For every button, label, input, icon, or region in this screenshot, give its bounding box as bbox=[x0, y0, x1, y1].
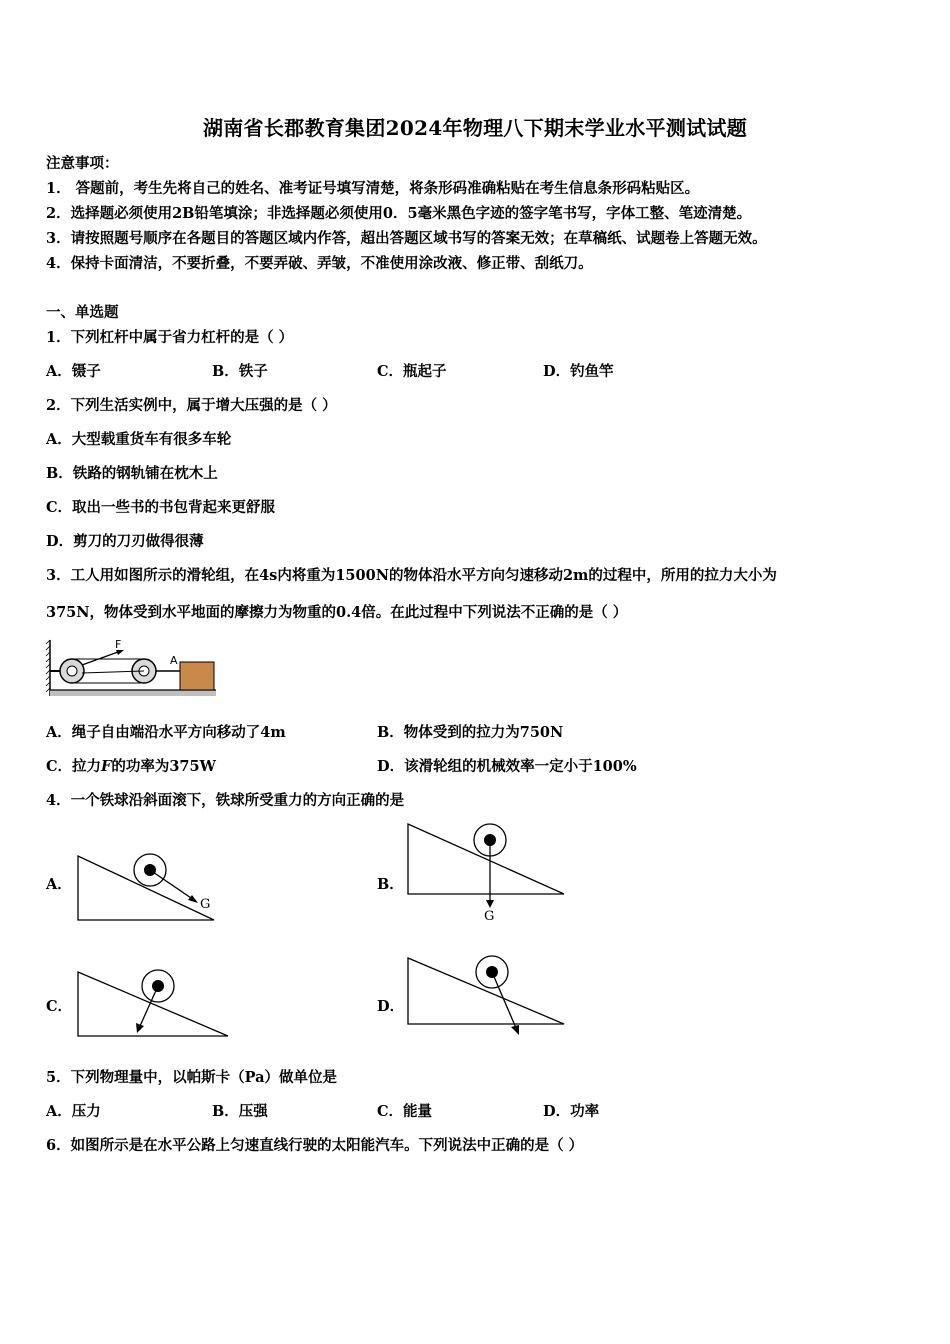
q5-option-a: A．压力 bbox=[46, 1103, 101, 1120]
q3-option-c-rest: 的功率为375W bbox=[111, 758, 216, 775]
q3-option-c-label: C．拉力 bbox=[46, 758, 102, 775]
q4-option-a-label: A． bbox=[46, 876, 72, 893]
q3-option-d: D．该滑轮组的机械效率一定小于100% bbox=[377, 758, 637, 775]
q4-option-d-label: D． bbox=[377, 998, 405, 1015]
q3-option-a: A．绳子自由端沿水平方向移动了4m bbox=[46, 724, 286, 741]
q3-option-c-var: F bbox=[101, 758, 112, 775]
gravity-arrowhead-b bbox=[486, 900, 494, 908]
q5-stem: 5．下列物理量中，以帕斯卡（Pa）做单位是 bbox=[46, 1069, 337, 1086]
q4-stem: 4．一个铁球沿斜面滚下，铁球所受重力的方向正确的是 bbox=[46, 792, 405, 809]
gravity-arrowhead-c bbox=[136, 1023, 144, 1033]
q5-option-b: B．压强 bbox=[212, 1103, 268, 1120]
pulley-system-figure bbox=[46, 638, 218, 700]
q5-option-c: C．能量 bbox=[377, 1103, 433, 1120]
notice-heading: 注意事项： bbox=[46, 155, 119, 172]
q4-figure-d bbox=[404, 952, 568, 1042]
gravity-label-b: G bbox=[484, 909, 495, 924]
q4-option-b-label: B． bbox=[377, 876, 404, 893]
notice-item-3: 3．请按照题号顺序在各题目的答题区域内作答，超出答题区域书写的答案无效；在草稿纸、试题卷上答题无效。 bbox=[46, 230, 767, 247]
q4-option-c-label: C． bbox=[46, 998, 73, 1015]
q1-stem: 1．下列杠杆中属于省力杠杆的是（ ） bbox=[46, 329, 294, 346]
gravity-label-a: G bbox=[200, 897, 211, 912]
q6-stem: 6．如图所示是在水平公路上匀速直线行驶的太阳能汽车。下列说法中正确的是（ ） bbox=[46, 1137, 584, 1154]
page-title: 湖南省长郡教育集团2024年物理八下期末学业水平测试试题 bbox=[202, 116, 748, 140]
q2-option-c: C．取出一些书的书包背起来更舒服 bbox=[46, 499, 276, 516]
q4-figure-b bbox=[404, 820, 568, 926]
q3-stem-line1: 3．工人用如图所示的滑轮组，在4s内将重为1500N的物体沿水平方向匀速移动2m的过程中，所用的拉力大小为 bbox=[46, 567, 777, 584]
notice-item-2: 2．选择题必须使用2B铅笔填涂；非选择题必须使用0．5毫米黑色字迹的签字笔书写，字体工整、笔迹清楚。 bbox=[46, 205, 752, 222]
notice-item-4: 4．保持卡面清洁，不要折叠，不要弄破、弄皱，不准使用涂改液、修正带、刮纸刀。 bbox=[46, 255, 593, 272]
q2-option-a: A．大型载重货车有很多车轮 bbox=[46, 431, 232, 448]
q4-figure-a bbox=[74, 848, 222, 926]
fixed-pulley-axle bbox=[67, 666, 77, 676]
ground-hatch bbox=[50, 690, 216, 696]
q3-option-c bbox=[46, 755, 216, 776]
q3-stem-line2: 375N，物体受到水平地面的摩擦力为物重的0.4倍。在此过程中下列说法不正确的是（ ） bbox=[46, 604, 628, 621]
q1-option-c: C．瓶起子 bbox=[377, 363, 447, 380]
q2-stem: 2．下列生活实例中，属于增大压强的是（ ） bbox=[46, 397, 337, 414]
block-label: A bbox=[170, 654, 178, 667]
block-a bbox=[180, 662, 214, 690]
force-label: F bbox=[115, 638, 122, 651]
q1-option-a: A．镊子 bbox=[46, 363, 101, 380]
q2-option-d: D．剪刀的刀刃做得很薄 bbox=[46, 533, 204, 550]
gravity-arrowhead-d bbox=[511, 1025, 519, 1035]
q1-option-b: B．铁子 bbox=[212, 363, 268, 380]
section-heading: 一、单选题 bbox=[46, 304, 119, 321]
notice-item-1: 1． 答题前，考生先将自己的姓名、准考证号填写清楚，将条形码准确粘贴在考生信息条形码粘贴区。 bbox=[46, 180, 700, 197]
q4-figure-c bbox=[74, 966, 234, 1042]
q5-option-d: D．功率 bbox=[543, 1103, 600, 1120]
q3-option-b: B．物体受到的拉力为750N bbox=[377, 724, 564, 741]
q1-option-d: D．钓鱼竿 bbox=[543, 363, 614, 380]
q2-option-b: B．铁路的钢轨铺在枕木上 bbox=[46, 465, 218, 482]
